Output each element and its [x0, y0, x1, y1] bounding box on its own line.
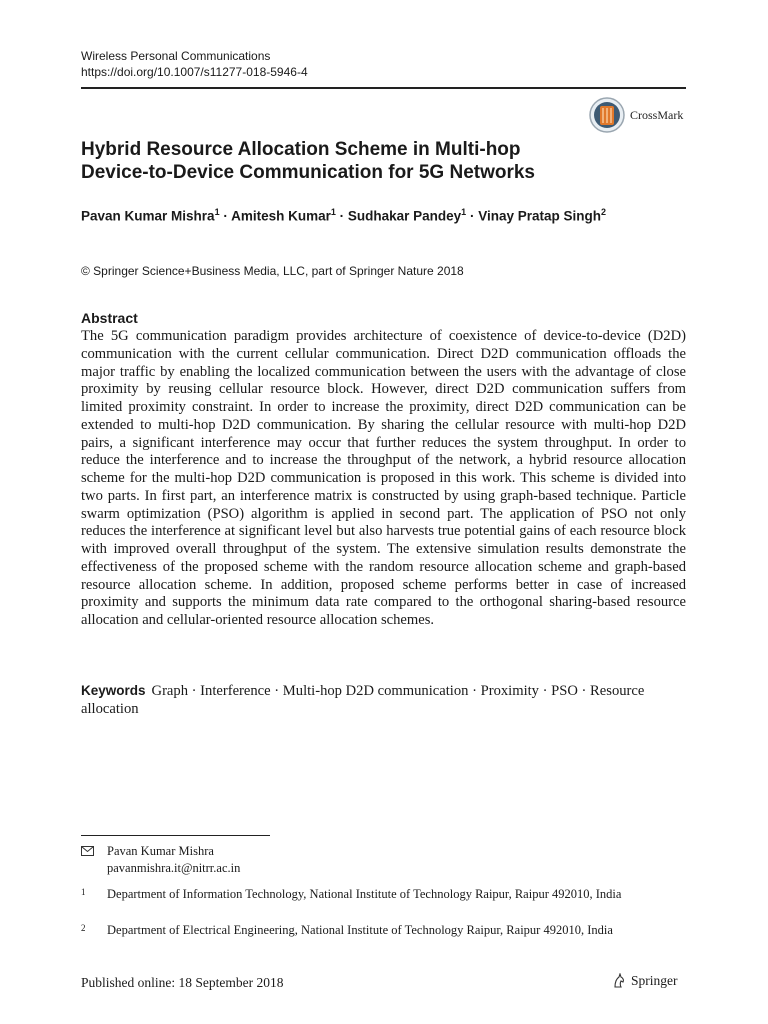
- title-line: Device-to-Device Communication for 5G Networks: [81, 162, 535, 183]
- crossmark-badge[interactable]: [588, 96, 683, 134]
- header-rule: [81, 87, 686, 89]
- doi-link[interactable]: https://doi.org/10.1007/s11277-018-5946-4: [81, 65, 308, 79]
- paper-title: [81, 138, 641, 184]
- springer-horse-icon: [611, 973, 627, 989]
- author-name[interactable]: Pavan Kumar Mishra: [81, 208, 215, 224]
- corresponding-email[interactable]: pavanmishra.it@nitrr.ac.in: [107, 861, 241, 875]
- abstract-text: The 5G communication paradigm provides architecture of coexistence of device-to-device (D2D) communication with the current cellular communication. Direct D2D communication offloads the major traffic by enabling the localized communication between the users with the advantage of close proximity by reusing cellular resource block. However, direct D2D communication suffers from limited proximity constraint. In order to increase the proximity, direct D2D communication can be extended to multi-hop D2D communication. By sharing the cellular resource with multi-hop D2D pairs, a significant interference may occur that further reduces the system throughput. In order to reduce the interference and to increase the throughput of the network, a hybrid resource allocation scheme for the multi-hop D2D communication is proposed in this work. This scheme is divided into two parts. In first part, an interference matrix is constructed by using graph-based technique. Particle swarm optimization (PSO) algorithm is applied in second part. The application of PSO not only reduces the interference at significant level but also harvests true potential gains of each resource block with improved overall throughput of the system. The extensive simulation results demonstrate the effectiveness of the proposed scheme with the random resource allocation scheme and graph-based resource allocation scheme. In addition, proposed scheme performs better in case of increased proximity and supports the minimum data rate compared to the orthogonal sharing-based resource allocation and cellular-oriented resource allocation schemes.: [81, 328, 686, 628]
- journal-name: Wireless Personal Communications: [81, 49, 271, 63]
- author-name[interactable]: Sudhakar Pandey: [347, 208, 462, 224]
- author-affiliation-mark: 1: [461, 207, 467, 217]
- keywords-section: [81, 682, 686, 718]
- author-affiliation-mark: 1: [214, 207, 220, 217]
- crossmark-label: CrossMark: [630, 107, 684, 122]
- affiliation-number: 1: [81, 887, 86, 897]
- crossmark-icon: [588, 96, 626, 134]
- footnote-rule: [81, 835, 270, 836]
- journal-header: [81, 48, 308, 80]
- envelope-icon: [81, 846, 94, 856]
- author-name[interactable]: Amitesh Kumar: [231, 208, 331, 224]
- author-affiliation-mark: 2: [600, 207, 606, 217]
- affiliation-text: Department of Electrical Engineering, National Institute of Technology Raipur, Raipur 492010, India: [107, 923, 613, 937]
- corresponding-name: Pavan Kumar Mishra: [107, 844, 214, 858]
- author-list: [81, 207, 606, 224]
- published-date: Published online: 18 September 2018: [81, 975, 284, 990]
- author-separator: ·: [219, 208, 232, 224]
- springer-logo: [611, 973, 678, 989]
- affiliation-number: 2: [81, 923, 86, 933]
- affiliation-text: Department of Information Technology, National Institute of Technology Raipur, Raipur 492010, India: [107, 887, 622, 901]
- author-separator: ·: [335, 208, 348, 224]
- author-affiliation-mark: 1: [330, 207, 336, 217]
- springer-label: Springer: [631, 973, 678, 988]
- abstract-heading: Abstract: [81, 310, 138, 326]
- title-line: Hybrid Resource Allocation Scheme in Multi-hop: [81, 139, 521, 160]
- keywords-list: Graph · Interference · Multi-hop D2D communication · Proximity · PSO · Resource allocation: [81, 683, 645, 717]
- keywords-label: Keywords: [81, 683, 146, 698]
- author-name[interactable]: Vinay Pratap Singh: [478, 208, 601, 224]
- author-separator: ·: [466, 208, 479, 224]
- copyright-notice: © Springer Science+Business Media, LLC, part of Springer Nature 2018: [81, 264, 464, 278]
